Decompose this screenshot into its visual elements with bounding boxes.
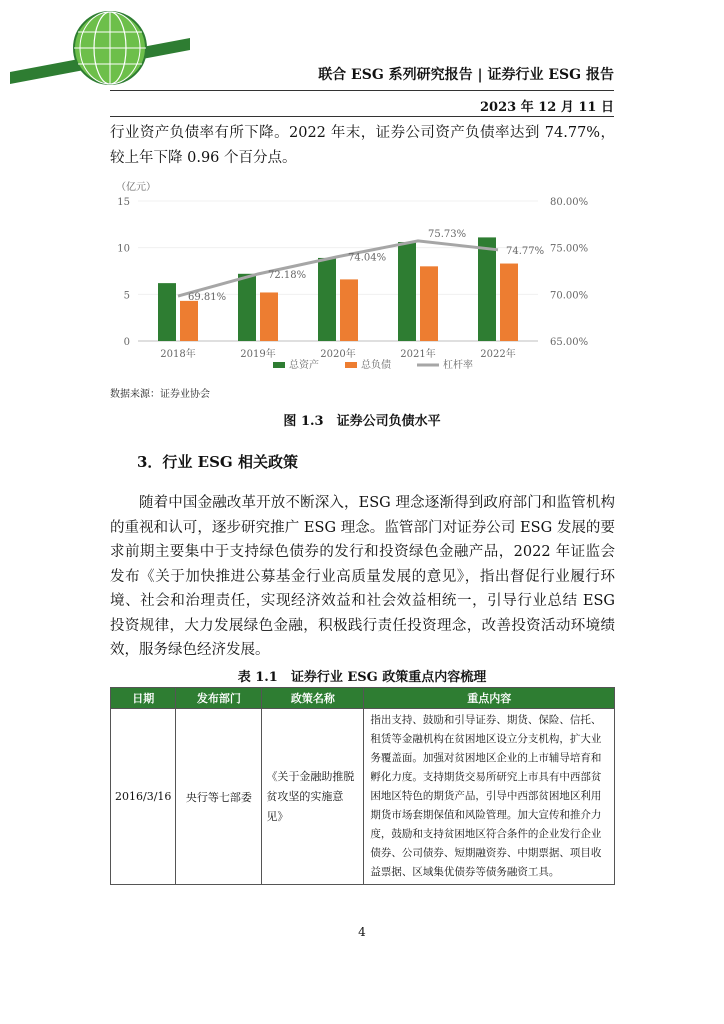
y-left-tick-label: 10 [117,243,130,255]
bar-total-liabilities [420,266,438,341]
col-header-policy: 政策名称 [262,688,364,709]
leverage-data-label: 74.77% [506,245,545,257]
report-logo [10,10,190,90]
cell-policy: 《关于金融助推脱贫攻坚的实施意见》 [262,709,364,885]
bar-total-liabilities [180,301,198,341]
y-right-tick-label: 80.00% [550,197,589,208]
bar-total-assets [238,274,256,341]
y-left-tick-label: 0 [123,337,130,348]
x-tick-label: 2019年 [240,349,276,360]
y-left-tick-label: 5 [123,290,130,302]
bar-total-assets [318,258,336,341]
header-title: 联合 ESG 系列研究报告 | 证券行业 ESG 报告 [318,67,614,83]
table-caption: 表 1.1 证券行业 ESG 政策重点内容梳理 [237,670,487,685]
legend-label-liabilities: 总负债 [361,360,391,371]
policy-table [110,687,615,885]
legend-swatch-assets [273,362,285,368]
legend-label-leverage: 杠杆率 [443,360,473,371]
liability-chart [108,176,598,376]
leverage-data-label: 75.73% [428,228,467,240]
cell-date: 2016/3/16 [111,709,176,885]
figure-caption: 图 1.3 证券公司负债水平 [283,414,441,429]
bar-total-assets [158,283,176,341]
x-tick-label: 2021年 [400,349,436,360]
x-tick-label: 2022年 [480,349,516,360]
leverage-data-label: 74.04% [348,252,387,264]
cell-content: 指出支持、鼓励和引导证券、期货、保险、信托、租赁等金融机构在贫困地区设立分支机构，扩大业务覆盖面。加强对贫困地区企业的上市辅导培育和孵化力度。支持期货交易所研究上市具有中西部贫困地区特色的期货产品，引导中西部贫困地区利用期货市场套期保值和风险管理。加大宣传和推介力度，鼓励和支持贫困地区符合条件的企业发行企业债券、公司债券、短期融资券、中期票据、项目收益票据、区域集优债券等债务融资工具。 [364,709,615,885]
header-date: 2023 年 12 月 11 日 [480,100,614,115]
col-header-date: 日期 [111,688,176,709]
bar-total-assets [398,242,416,341]
leverage-data-label: 72.18% [268,269,307,281]
y-right-tick-label: 70.00% [550,290,589,302]
y-left-tick-label: 15 [117,197,130,208]
line-leverage-ratio [178,241,498,296]
header-divider-2 [110,116,614,117]
leverage-data-label: 69.81% [188,292,227,304]
x-tick-label: 2018年 [160,349,196,360]
section-heading: 3．行业 ESG 相关政策 [137,453,298,471]
legend-label-assets: 总资产 [289,360,319,371]
bar-total-liabilities [260,292,278,341]
y-right-tick-label: 65.00% [550,337,589,348]
bar-total-liabilities [340,279,358,341]
table-row [111,709,615,885]
source-note: 数据来源：证券业协会 [110,389,210,400]
legend-swatch-liabilities [345,362,357,368]
bar-total-liabilities [500,264,518,341]
x-tick-label: 2020年 [320,349,356,360]
chart-unit-label: （亿元） [116,182,156,193]
cell-department: 央行等七部委 [176,709,262,885]
y-right-tick-label: 75.00% [550,243,589,255]
intro-paragraph: 行业资产负债率有所下降。2022 年末，证券公司资产负债率达到 74.77%，较上年下降 0.96 个百分点。 [110,125,615,166]
table-header-row [111,688,615,709]
col-header-content: 重点内容 [364,688,615,709]
page-number: 4 [358,925,366,939]
header-divider [110,90,614,91]
bar-total-assets [478,237,496,341]
col-header-department: 发布部门 [176,688,262,709]
body-paragraph: 随着中国金融改革开放不断深入，ESG 理念逐渐得到政府部门和监管机构的重视和认可，逐步研究推广 ESG 理念。监管部门对证券公司 ESG 发展的要求前期主要集中于支持绿色债券的发行和投资绿色金融产品，2022 年证监会发布《关于加快推进公募基金行业高质量发展的意见》，指出督促行业履行环境、社会和治理责任，实现经济效益和社会效益相统一，引导行业总结 ESG 投资规律，大力发展绿色金融，积极践行责任投资理念，改善投资活动环境绩效，服务绿色经济发展。 [110,495,615,658]
